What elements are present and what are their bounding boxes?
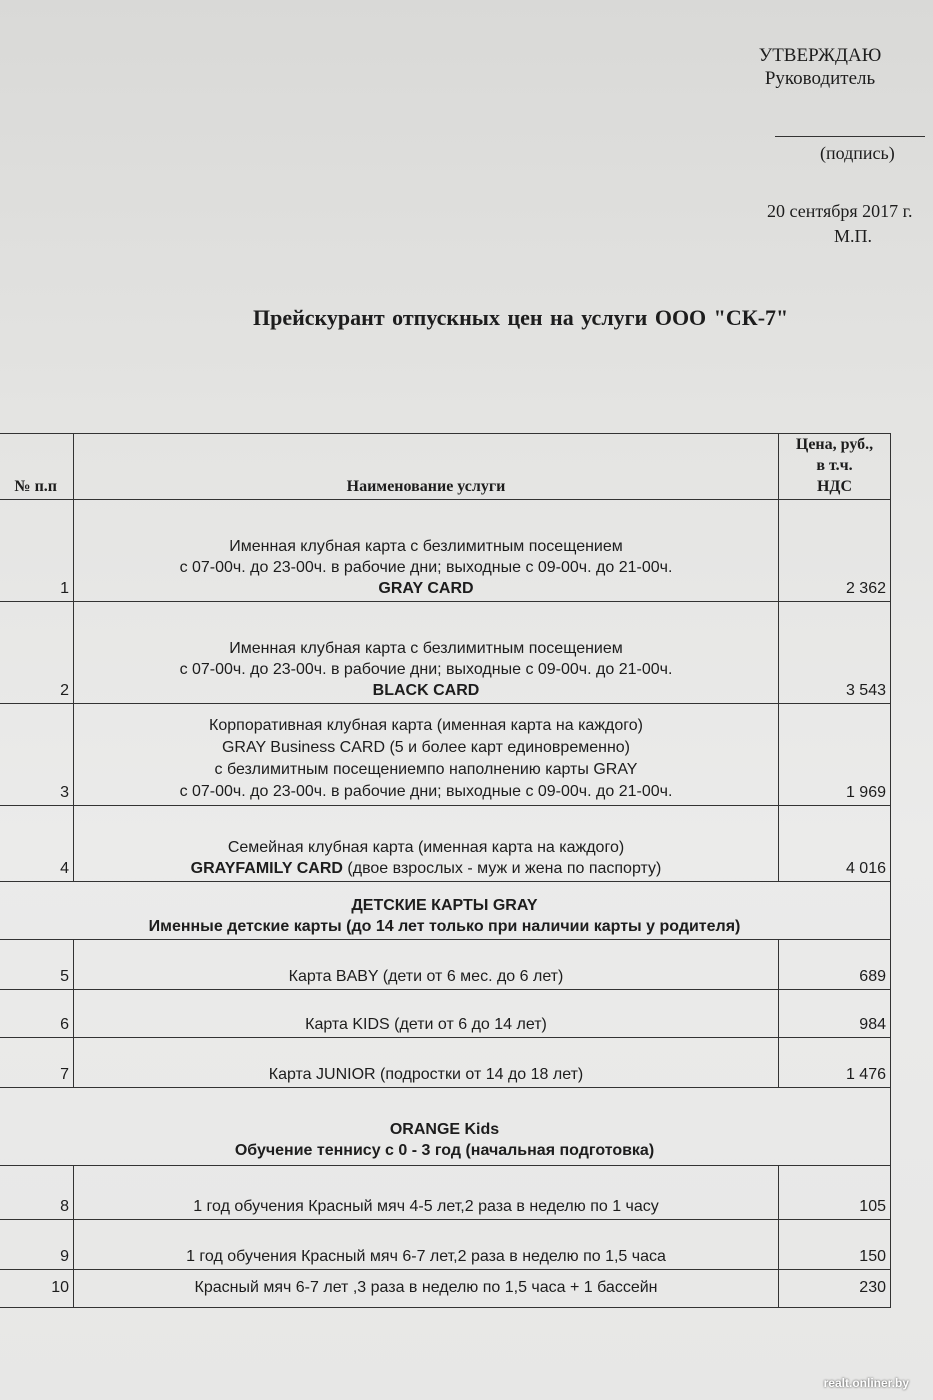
approval-date: 20 сентября 2017 г.	[767, 201, 913, 221]
row-line: GRAY Business CARD (5 и более карт единовременно)	[221, 739, 631, 756]
signature-label: (подпись)	[820, 143, 895, 163]
header-price-line2: в т.ч.	[816, 457, 853, 474]
row-line: Семейная клубная карта (именная карта на каждого)	[227, 839, 625, 856]
row-price: 689	[779, 940, 891, 990]
row-number: 7	[0, 1038, 74, 1088]
section-orange-title: ORANGE Kids	[389, 1121, 500, 1138]
table-row	[0, 704, 891, 806]
document-title: Прейскурант отпускных цен на услуги ООО "СК-7"	[253, 305, 789, 330]
row-price: 984	[779, 990, 891, 1038]
row-line: Корпоративная клубная карта (именная карта на каждого)	[209, 717, 643, 734]
row-description	[74, 500, 779, 602]
row-price: 2 362	[779, 500, 891, 602]
table-row	[0, 1166, 891, 1220]
section-orange	[0, 1088, 891, 1166]
section-kids-subtitle: Именные детские карты (до 14 лет только при наличии карты у родителя)	[148, 918, 741, 935]
approval-block	[735, 44, 905, 90]
table-row	[0, 940, 891, 990]
row-line: с 07-00ч. до 23-00ч. в рабочие дни; выходные с 09-00ч. до 21-00ч.	[179, 783, 673, 800]
table-row	[0, 1038, 891, 1088]
card-name: GRAYFAMILY CARD	[190, 860, 343, 877]
header-price	[779, 434, 891, 500]
row-number: 3	[0, 704, 74, 806]
table-header-row	[0, 434, 891, 500]
row-number: 4	[0, 806, 74, 882]
section-kids-title: ДЕТСКИЕ КАРТЫ GRAY	[351, 897, 538, 914]
row-price: 3 543	[779, 602, 891, 704]
row-line: с 07-00ч. до 23-00ч. в рабочие дни; выходные с 09-00ч. до 21-00ч.	[179, 559, 673, 576]
row-line: Именная клубная карта с безлимитным посещением	[229, 538, 623, 555]
row-number: 2	[0, 602, 74, 704]
section-kids	[0, 882, 891, 940]
row-number: 5	[0, 940, 74, 990]
row-number: 1	[0, 500, 74, 602]
card-name: BLACK CARD	[372, 682, 480, 699]
row-number: 6	[0, 990, 74, 1038]
price-table	[0, 433, 891, 1308]
row-line: Именная клубная карта с безлимитным посещением	[229, 640, 623, 657]
signature-line	[775, 136, 925, 137]
row-price: 150	[779, 1220, 891, 1270]
table-row	[0, 500, 891, 602]
row-description: Карта KIDS (дети от 6 до 14 лет)	[74, 990, 779, 1038]
row-description	[74, 704, 779, 806]
row-number: 10	[0, 1270, 74, 1308]
row-description	[74, 602, 779, 704]
approval-role: Руководитель	[764, 68, 876, 89]
header-name: Наименование услуги	[74, 434, 779, 500]
row-number: 9	[0, 1220, 74, 1270]
section-orange-subtitle: Обучение теннису с 0 - 3 год (начальная подготовка)	[234, 1142, 655, 1159]
section-row-orange	[0, 1088, 891, 1166]
row-description: Карта JUNIOR (подростки от 14 до 18 лет)	[74, 1038, 779, 1088]
section-row-kids	[0, 882, 891, 940]
table-row	[0, 1270, 891, 1308]
table-row	[0, 806, 891, 882]
row-description: Красный мяч 6-7 лет ,3 раза в неделю по 1,5 часа + 1 бассейн	[74, 1270, 779, 1308]
row-price: 1 969	[779, 704, 891, 806]
row-line: с 07-00ч. до 23-00ч. в рабочие дни; выходные с 09-00ч. до 21-00ч.	[179, 661, 673, 678]
row-number: 8	[0, 1166, 74, 1220]
header-number: № п.п	[0, 434, 74, 500]
row-line	[78, 858, 774, 879]
table-row	[0, 602, 891, 704]
row-price: 105	[779, 1166, 891, 1220]
row-price: 230	[779, 1270, 891, 1308]
row-description	[74, 806, 779, 882]
header-price-line1: Цена, руб.,	[795, 436, 874, 453]
row-line-tail: (двое взрослых - муж и жена по паспорту)	[342, 860, 662, 877]
card-name: GRAY CARD	[378, 580, 474, 597]
row-line: с безлимитным посещениемпо наполнению карты GRAY	[214, 761, 638, 778]
row-description: 1 год обучения Красный мяч 4-5 лет,2 раза в неделю по 1 часу	[74, 1166, 779, 1220]
approval-title: УТВЕРЖДАЮ	[758, 45, 882, 66]
table-row	[0, 990, 891, 1038]
row-description: Карта BABY (дети от 6 мес. до 6 лет)	[74, 940, 779, 990]
header-price-line3: НДС	[816, 478, 852, 495]
table-row	[0, 1220, 891, 1270]
row-price: 4 016	[779, 806, 891, 882]
row-description: 1 год обучения Красный мяч 6-7 лет,2 раза в неделю по 1,5 часа	[74, 1220, 779, 1270]
row-price: 1 476	[779, 1038, 891, 1088]
watermark: realt.onliner.by	[823, 1376, 909, 1390]
stamp-label: М.П.	[834, 226, 873, 246]
